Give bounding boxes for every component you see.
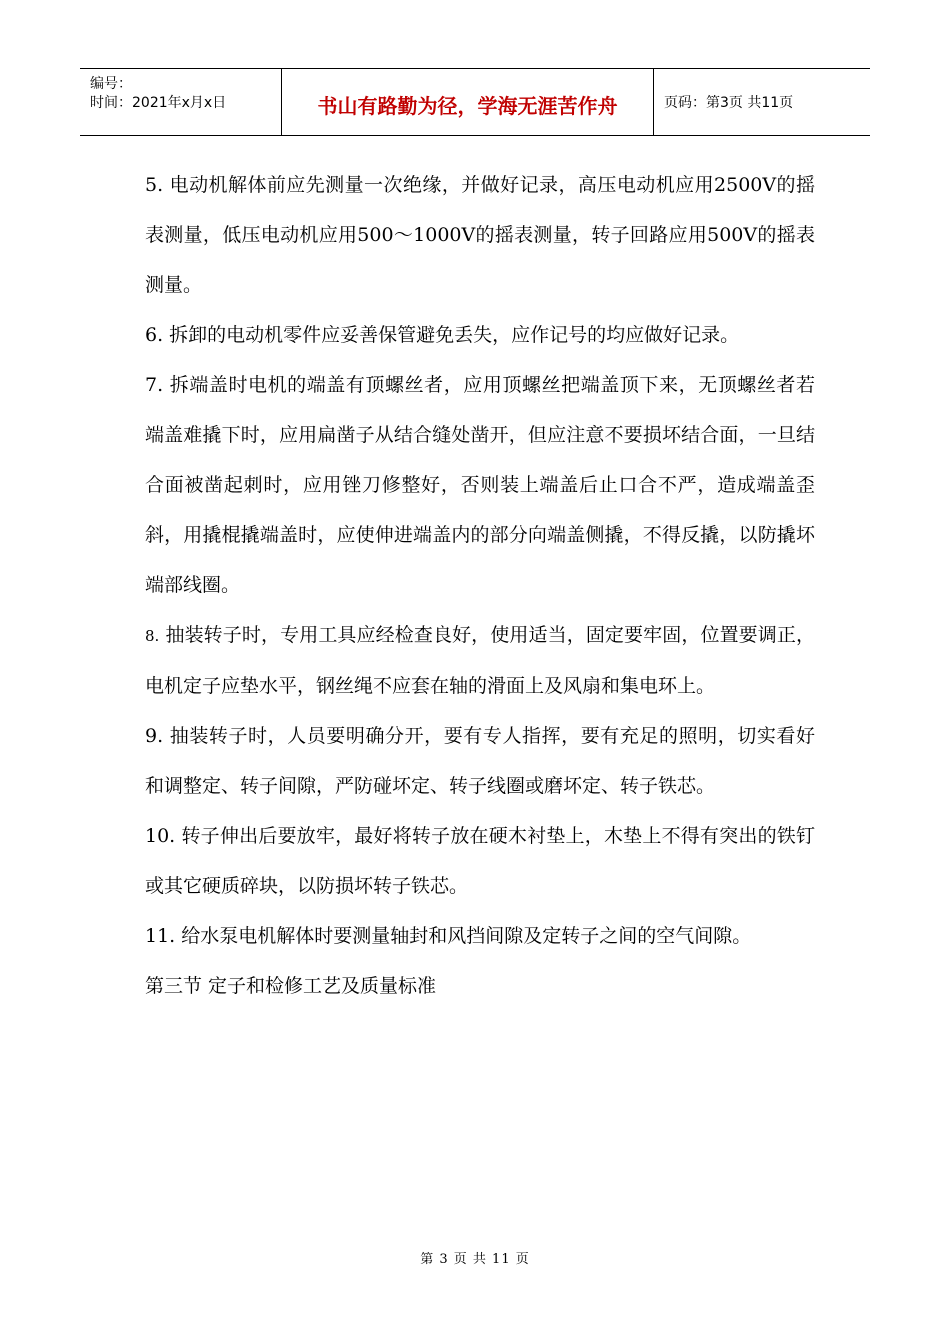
paragraph-text: 转子伸出后要放牢，最好将转子放在硬木衬垫上，木垫上不得有突出的铁钉或其它硬质碎块，以防损坏转子铁芯。 bbox=[145, 825, 815, 897]
paragraph-number: 5. bbox=[145, 174, 164, 196]
document-time-label: 时间：2021年x月x日 bbox=[90, 95, 227, 111]
paragraph-text: 拆端盖时电机的端盖有顶螺丝者，应用顶螺丝把端盖顶下来，无顶螺丝者若端盖难撬下时，应用扁凿子从结合缝处凿开，但应注意不要损坏结合面，一旦结合面被凿起刺时，应用锉刀修整好，否则装上端盖后止口合不严，造成端盖歪斜，用撬棍撬端盖时，应使伸进端盖内的部分向端盖侧撬，不得反撬，以防撬坏端部线圈。 bbox=[145, 374, 815, 596]
paragraph-5 bbox=[145, 160, 815, 310]
section-title: 第三节 定子和检修工艺及质量标准 bbox=[145, 975, 437, 997]
paragraph-6 bbox=[145, 310, 815, 360]
paragraph-number: 10. bbox=[145, 825, 176, 847]
paragraph-text: 给水泵电机解体时要测量轴封和风挡间隙及定转子之间的空气间隙。 bbox=[175, 925, 752, 947]
paragraph-text: 抽装转子时，人员要明确分开，要有专人指挥，要有充足的照明，切实看好和调整定、转子间隙，严防碰坏定、转子线圈或磨坏定、转子铁芯。 bbox=[145, 725, 815, 797]
footer-page-number: 第 3 页 共 11 页 bbox=[420, 1252, 530, 1267]
page-footer bbox=[0, 1248, 950, 1267]
header-table bbox=[80, 68, 870, 136]
paragraph-number: 8. bbox=[145, 627, 160, 645]
document-body bbox=[145, 160, 815, 1011]
header-meta-cell bbox=[80, 69, 282, 135]
paragraph-10 bbox=[145, 811, 815, 911]
header-motto: 书山有路勤为径，学海无涯苦作舟 bbox=[317, 93, 618, 118]
section-heading bbox=[145, 961, 815, 1011]
paragraph-text: 抽装转子时，专用工具应经检查良好，使用适当，固定要牢固，位置要调正，电机定子应垫水平，钢丝绳不应套在轴的滑面上及风扇和集电环上。 bbox=[145, 624, 815, 697]
header-motto-cell bbox=[282, 69, 654, 135]
header-page-cell bbox=[654, 69, 870, 135]
paragraph-text: 拆卸的电动机零件应妥善保管避免丢失，应作记号的均应做好记录。 bbox=[163, 324, 740, 346]
header-page-info: 页码：第3页 共11页 bbox=[664, 95, 794, 111]
paragraph-9 bbox=[145, 711, 815, 811]
paragraph-number: 7. bbox=[145, 374, 164, 396]
paragraph-number: 9. bbox=[145, 725, 164, 747]
paragraph-text: 电动机解体前应先测量一次绝缘，并做好记录，高压电动机应用2500V的摇表测量，低压电动机应用500～1000V的摇表测量，转子回路应用500V的摇表测量。 bbox=[145, 174, 815, 296]
paragraph-11 bbox=[145, 911, 815, 961]
document-number-label: 编号： bbox=[90, 76, 132, 92]
paragraph-8 bbox=[145, 610, 815, 711]
paragraph-number: 6. bbox=[145, 324, 164, 346]
paragraph-number: 11. bbox=[145, 925, 176, 947]
paragraph-7 bbox=[145, 360, 815, 610]
